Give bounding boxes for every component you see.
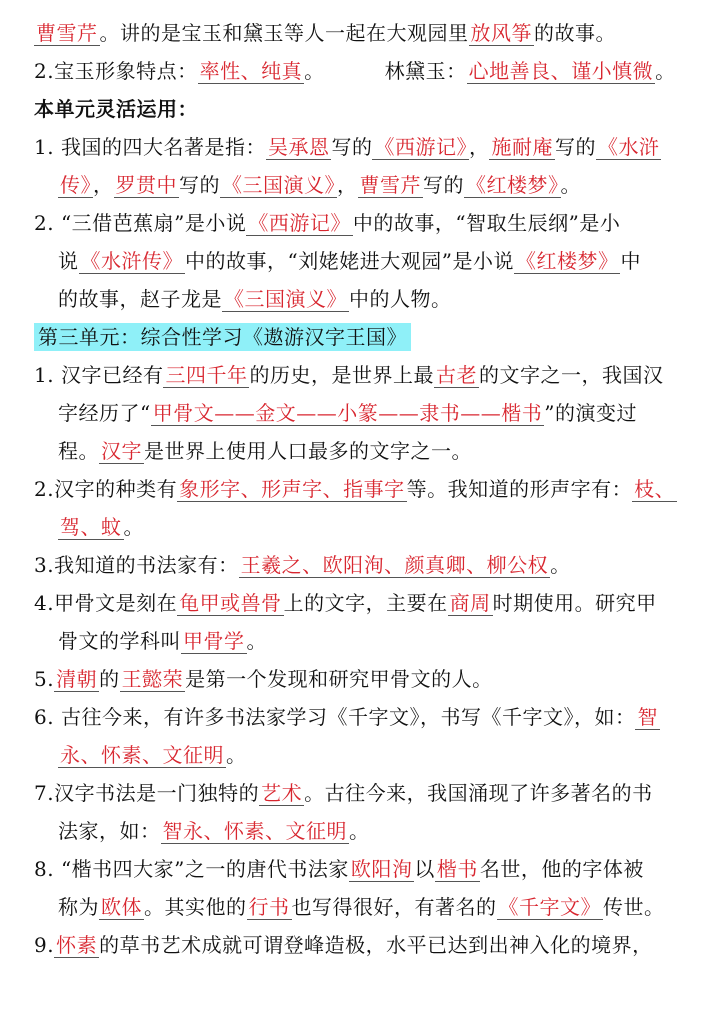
- text-segment: 7.汉字书法是一门独特的: [34, 781, 260, 805]
- text-segment: 中的故事，“刘姥姥进大观园”是小说: [185, 249, 514, 273]
- answer-fill: 《三国演义》: [224, 287, 347, 311]
- answer-fill: 《西游记》: [248, 211, 351, 235]
- text-segment: 说: [58, 249, 79, 273]
- answer-fill: 放风筝: [470, 21, 532, 45]
- answer-fill: 清朝: [56, 667, 98, 691]
- text-line: [34, 204, 692, 242]
- text-segment: 传世。: [603, 895, 665, 919]
- answer-fill: 三四千年: [165, 363, 248, 387]
- text-segment: 时期使用。研究甲: [492, 591, 657, 615]
- text-segment: 本单元灵活运用：: [34, 97, 198, 121]
- answer-fill: 曹雪芹: [36, 21, 98, 45]
- answer-fill: 《红楼梦》: [466, 173, 559, 197]
- text-segment: 2.宝玉形象特点：: [34, 59, 198, 83]
- answer-fill: 智: [637, 705, 658, 729]
- text-line: [34, 736, 692, 774]
- answer-fill: 汉字: [101, 439, 142, 463]
- text-segment: 。: [655, 59, 676, 83]
- text-segment: 的故事，赵子龙是: [58, 287, 222, 311]
- text-line: [34, 280, 692, 318]
- text-segment: 。: [349, 819, 370, 843]
- answer-fill: 智永、怀素、文征明: [162, 819, 347, 843]
- text-line: [34, 356, 692, 394]
- text-segment: ，: [468, 135, 490, 159]
- answer-fill: 龟甲或兽骨: [179, 591, 282, 615]
- text-line: [34, 394, 692, 432]
- answer-fill: 吴承恩: [267, 135, 330, 159]
- text-segment: 。: [226, 743, 247, 767]
- answer-fill: 心地善良、谨小慎微: [468, 59, 654, 83]
- text-line: [34, 888, 692, 926]
- text-segment: 骨文的学科叫: [58, 629, 181, 653]
- text-segment: 字经历了“: [58, 401, 151, 425]
- answer-fill: 《西游记》: [374, 135, 467, 159]
- answer-fill: 《红楼梦》: [515, 249, 619, 273]
- text-segment: 也写得很好，有著名的: [291, 895, 497, 919]
- text-segment: 4.甲骨文是刻在: [34, 591, 178, 615]
- answer-fill: 驾、蚊: [60, 515, 122, 539]
- answer-fill: 欧阳洵: [350, 857, 413, 881]
- text-segment: 。: [304, 59, 325, 83]
- text-segment: 3.我知道的书法家有：: [34, 553, 239, 577]
- text-segment: 称为: [58, 895, 99, 919]
- answer-fill: 甲骨文——金文——小篆——隶书——楷书: [152, 401, 543, 425]
- text-segment: 是第一个发现和研究甲骨文的人。: [185, 667, 493, 691]
- text-line: [34, 128, 692, 166]
- text-segment: 1. 我国的四大名著是指：: [34, 135, 266, 159]
- text-segment: 6. 古往今来，有许多书法家学习《千字文》，书写《千字文》，如：: [34, 705, 636, 729]
- text-line: [34, 926, 692, 964]
- text-line: [34, 812, 692, 850]
- text-segment: 的历史，是世界上最: [249, 363, 434, 387]
- text-segment: ，: [93, 173, 114, 197]
- answer-fill: 行书: [248, 895, 290, 919]
- answer-fill: 艺术: [261, 781, 303, 805]
- text-segment: 。: [550, 553, 571, 577]
- text-segment: ”的演变过: [544, 401, 637, 425]
- text-segment: 8. “楷书四大家”之一的唐代书法家: [34, 857, 349, 881]
- text-line: [34, 508, 692, 546]
- text-segment: 。: [123, 515, 144, 539]
- section-heading: [34, 318, 692, 356]
- answer-fill: 率性、纯真: [199, 59, 303, 83]
- text-segment: 以: [414, 857, 435, 881]
- text-segment: 写的: [554, 135, 596, 159]
- text-segment: ，: [337, 173, 358, 197]
- answer-fill: 欧体: [101, 895, 142, 919]
- text-segment: 写的: [331, 135, 373, 159]
- text-segment: 5.: [34, 667, 55, 691]
- answer-fill: 古老: [435, 363, 477, 387]
- text-segment: 的故事。: [534, 21, 616, 45]
- text-segment: 。讲的是宝玉和黛玉等人一起在大观园里: [99, 21, 469, 45]
- text-line: [34, 622, 692, 660]
- answer-fill: 象形字、形声字、指事字: [179, 477, 405, 501]
- answer-fill: 《水浒: [597, 135, 660, 159]
- text-segment: 写的: [179, 173, 220, 197]
- text-segment: 1. 汉字已经有: [34, 363, 164, 387]
- text-segment: 。其实他的: [144, 895, 247, 919]
- text-segment: 中的人物。: [349, 287, 452, 311]
- subheading: [34, 90, 692, 128]
- text-line: [34, 14, 692, 52]
- answer-fill: 罗贯中: [115, 173, 177, 197]
- text-segment: 是世界上使用人口最多的文字之一。: [144, 439, 472, 463]
- text-segment: 林黛玉：: [384, 59, 467, 83]
- text-line: [34, 470, 692, 508]
- answer-fill: 楷书: [436, 857, 478, 881]
- text-segment: 的草书艺术成就可谓登峰造极，水平已达到出神入化的境界，: [99, 933, 653, 957]
- text-segment: 。古往今来，我国涌现了许多著名的书: [304, 781, 653, 805]
- text-segment: 法家，如：: [58, 819, 161, 843]
- text-line: [34, 432, 692, 470]
- text-line: [34, 698, 692, 736]
- text-line: [34, 52, 692, 90]
- answer-fill: 传》: [60, 173, 91, 197]
- text-line: [34, 166, 692, 204]
- text-segment: 程。: [58, 439, 99, 463]
- text-segment: 写的: [423, 173, 464, 197]
- text-segment: 第三单元：综合性学习《遨游汉字王国》: [38, 325, 407, 349]
- text-segment: 的文字之一，我国汉: [478, 363, 664, 387]
- answer-fill: 永、怀素、文征明: [60, 743, 224, 767]
- text-segment: 名世，他的字体被: [479, 857, 644, 881]
- answer-fill: 商周: [449, 591, 491, 615]
- text-line: [34, 660, 692, 698]
- text-segment: 中: [620, 249, 641, 273]
- answer-fill: 《水浒传》: [80, 249, 183, 273]
- text-line: [34, 774, 692, 812]
- answer-fill: 曹雪芹: [359, 173, 421, 197]
- answer-fill: 怀素: [56, 933, 98, 957]
- text-segment: 等。我知道的形声字有：: [406, 477, 633, 501]
- answer-fill: 王懿荣: [121, 667, 184, 691]
- section-highlight: [34, 323, 411, 351]
- text-segment: 的: [99, 667, 120, 691]
- text-segment: 9.: [34, 933, 55, 957]
- answer-fill: 王羲之、欧阳洵、颜真卿、柳公权: [240, 553, 549, 577]
- answer-fill: 施耐庵: [491, 135, 553, 159]
- answer-fill: 《千字文》: [498, 895, 601, 919]
- text-segment: 。: [560, 173, 581, 197]
- text-line: [34, 242, 692, 280]
- text-segment: 上的文字，主要在: [283, 591, 448, 615]
- text-segment: 中的故事，“智取生辰纲”是小: [352, 211, 621, 235]
- text-segment: 2. “三借芭蕉扇”是小说: [34, 211, 247, 235]
- answer-fill: 甲骨学: [183, 629, 245, 653]
- text-line: [34, 850, 692, 888]
- text-line: [34, 584, 692, 622]
- answer-fill: 枝、: [634, 477, 676, 501]
- answer-fill: 《三国演义》: [222, 173, 335, 197]
- text-segment: 2.汉字的种类有: [34, 477, 178, 501]
- text-segment: 。: [246, 629, 267, 653]
- text-line: [34, 546, 692, 584]
